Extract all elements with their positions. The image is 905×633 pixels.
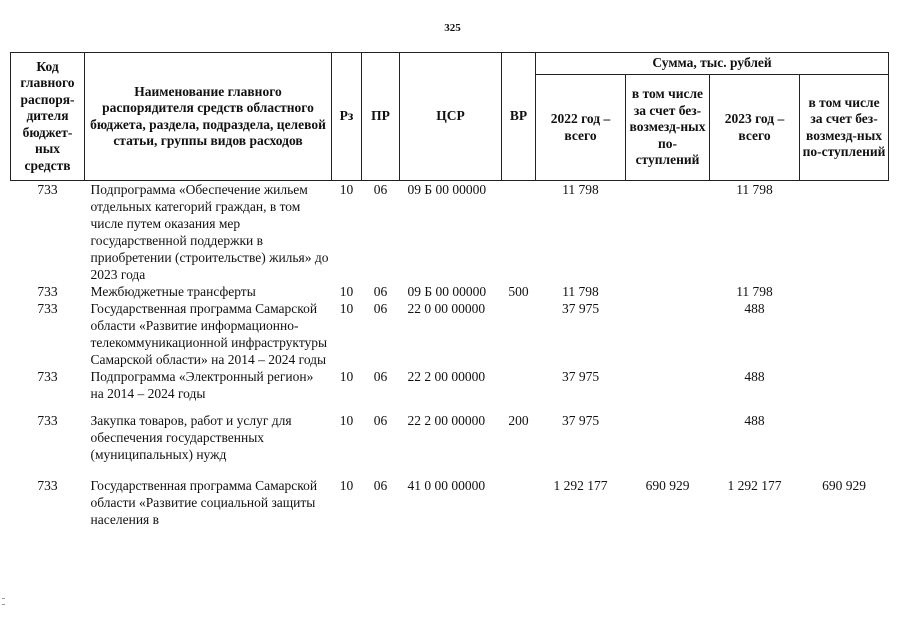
cell-rz: 10 bbox=[339, 369, 354, 384]
cell-code: 733 bbox=[37, 284, 58, 299]
row-spacer bbox=[11, 402, 889, 412]
cell-2022-free bbox=[626, 412, 710, 463]
header-name: Наименование главного распорядителя средств областного бюджета, раздела, подраздела, целевой статьи, группы видов расходов bbox=[85, 53, 332, 181]
header-2023-total: 2023 год – всего bbox=[710, 75, 800, 181]
cell-csr: 22 2 00 00000 bbox=[407, 369, 486, 384]
row-spacer bbox=[11, 463, 889, 477]
cell-vr bbox=[502, 368, 536, 402]
cell-2022-total: 37 975 bbox=[561, 301, 600, 316]
cell-2023-free: 690 929 bbox=[822, 478, 866, 493]
cell-2022-free bbox=[626, 283, 710, 300]
cell-2023-total: 1 292 177 bbox=[727, 478, 782, 493]
cell-2023-total: 488 bbox=[744, 301, 765, 316]
cell-csr: 41 0 00 00000 bbox=[407, 478, 486, 493]
cell-2022-total: 37 975 bbox=[561, 413, 600, 428]
cell-2023-free bbox=[800, 368, 889, 402]
scan-artifact bbox=[2, 598, 5, 599]
header-code: Код главного распоря-дителя бюджет-ных средств bbox=[11, 53, 85, 181]
cell-name: Государственная программа Самарской области «Развитие информационно-телекоммуникационной инфраструктуры Самарской области» на 2014 – 2024 годы bbox=[90, 301, 328, 367]
cell-2022-free bbox=[626, 368, 710, 402]
cell-code: 733 bbox=[37, 369, 58, 384]
scan-artifact bbox=[2, 604, 5, 605]
table-body bbox=[11, 181, 889, 529]
cell-2022-total: 11 798 bbox=[562, 284, 599, 299]
table-header bbox=[11, 53, 889, 181]
page-number: 325 bbox=[444, 22, 461, 34]
table-row bbox=[11, 368, 889, 402]
cell-code: 733 bbox=[37, 182, 58, 197]
cell-rz: 10 bbox=[339, 301, 354, 316]
cell-2023-total: 488 bbox=[744, 369, 765, 384]
cell-2023-total: 11 798 bbox=[736, 182, 773, 197]
budget-table bbox=[10, 52, 889, 528]
header-sum-group: Сумма, тыс. рублей bbox=[536, 53, 889, 75]
cell-code: 733 bbox=[37, 413, 58, 428]
cell-name: Подпрограмма «Электронный регион» на 2014 – 2024 годы bbox=[90, 369, 314, 401]
cell-2022-total: 37 975 bbox=[561, 369, 600, 384]
header-rz: Рз bbox=[332, 53, 362, 181]
header-2023-free: в том числе за счет без-возмезд-ных по-ступлений bbox=[800, 75, 889, 181]
cell-2022-free: 690 929 bbox=[645, 478, 690, 493]
cell-rz: 10 bbox=[339, 182, 354, 197]
cell-name: Подпрограмма «Обеспечение жильем отдельных категорий граждан, в том числе путем оказания мер государственной поддержки в приобретении (строительстве) жилья» до 2023 года bbox=[90, 182, 329, 282]
cell-name: Государственная программа Самарской области «Развитие социальной защиты населения в bbox=[90, 478, 318, 527]
header-vr: ВР bbox=[502, 53, 536, 181]
cell-2023-free bbox=[800, 412, 889, 463]
cell-code: 733 bbox=[37, 301, 58, 316]
cell-pr: 06 bbox=[373, 284, 388, 299]
cell-vr bbox=[502, 181, 536, 284]
cell-csr: 09 Б 00 00000 bbox=[407, 284, 487, 299]
cell-name: Закупка товаров, работ и услуг для обеспечения государственных (муниципальных) нужд bbox=[90, 413, 292, 462]
cell-csr: 22 2 00 00000 bbox=[407, 413, 486, 428]
header-csr: ЦСР bbox=[400, 53, 502, 181]
cell-csr: 22 0 00 00000 bbox=[407, 301, 486, 316]
cell-rz: 10 bbox=[339, 284, 354, 299]
cell-2023-free bbox=[800, 283, 889, 300]
cell-2023-free bbox=[800, 300, 889, 368]
table-row bbox=[11, 181, 889, 284]
cell-vr bbox=[502, 300, 536, 368]
cell-vr: 500 bbox=[508, 284, 529, 299]
table-row bbox=[11, 412, 889, 463]
cell-vr: 200 bbox=[508, 413, 529, 428]
cell-pr: 06 bbox=[373, 413, 388, 428]
cell-2023-free bbox=[800, 181, 889, 284]
table-row bbox=[11, 300, 889, 368]
header-2022-free: в том числе за счет без-возмезд-ных по-ступлений bbox=[626, 75, 710, 181]
cell-pr: 06 bbox=[373, 478, 388, 493]
cell-csr: 09 Б 00 00000 bbox=[407, 182, 487, 197]
cell-pr: 06 bbox=[373, 301, 388, 316]
header-pr: ПР bbox=[362, 53, 400, 181]
cell-rz: 10 bbox=[339, 478, 354, 493]
table-row bbox=[11, 477, 889, 528]
cell-2022-free bbox=[626, 300, 710, 368]
table-row bbox=[11, 283, 889, 300]
cell-2022-free bbox=[626, 181, 710, 284]
cell-vr bbox=[502, 477, 536, 528]
cell-2023-total: 488 bbox=[744, 413, 765, 428]
cell-2022-total: 11 798 bbox=[562, 182, 599, 197]
cell-pr: 06 bbox=[373, 182, 388, 197]
cell-rz: 10 bbox=[339, 413, 354, 428]
cell-pr: 06 bbox=[373, 369, 388, 384]
cell-2022-total: 1 292 177 bbox=[553, 478, 608, 493]
cell-name: Межбюджетные трансферты bbox=[90, 284, 256, 299]
header-2022-total: 2022 год – всего bbox=[536, 75, 626, 181]
cell-code: 733 bbox=[37, 478, 58, 493]
cell-2023-total: 11 798 bbox=[736, 284, 773, 299]
